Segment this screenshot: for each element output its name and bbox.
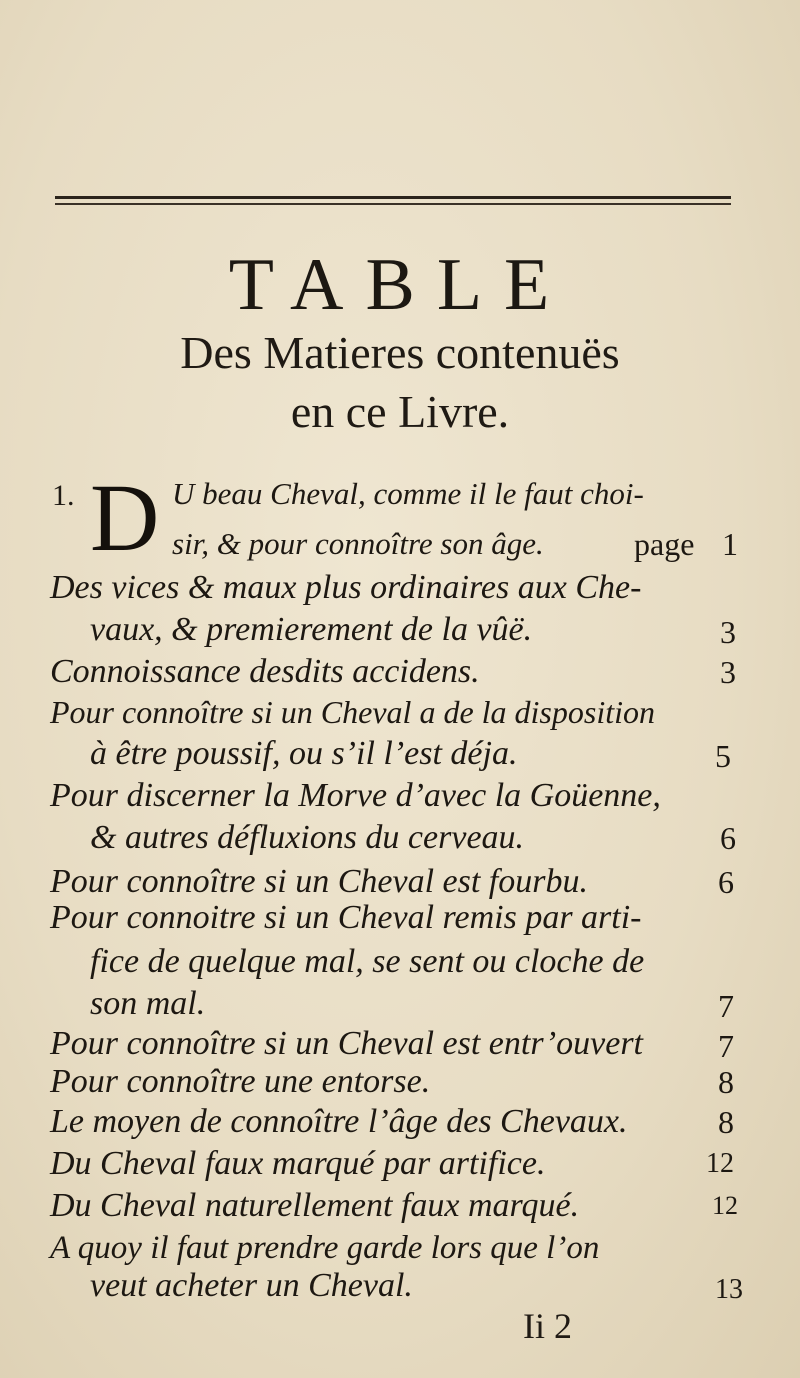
entry-line: Du Cheval faux marqué par artifice. bbox=[50, 1145, 546, 1182]
page-number: 8 bbox=[718, 1104, 734, 1140]
entry-line: Pour connoître si un Cheval est entr’ouvert bbox=[50, 1025, 644, 1062]
page-number: 6 bbox=[720, 820, 736, 856]
page-number: 12 bbox=[706, 1148, 734, 1179]
ornamental-rule bbox=[55, 196, 731, 205]
page-prefix: page bbox=[634, 526, 695, 562]
entry-line: Pour connoître si un Cheval est fourbu. bbox=[50, 863, 588, 900]
entry-line: U beau Cheval, comme il le faut choi- bbox=[172, 476, 644, 511]
page-number: 6 bbox=[718, 864, 734, 900]
entry-line: à être poussif, ou s’il l’est déja. bbox=[90, 735, 518, 772]
entry-line: sir, & pour connoître son âge. bbox=[172, 526, 544, 561]
entry-line: Des vices & maux plus ordinaires aux Che- bbox=[50, 569, 642, 606]
entry-number: 1. bbox=[52, 479, 75, 512]
entry-line: Connoissance desdits accidens. bbox=[50, 653, 480, 690]
page-number: 3 bbox=[720, 614, 736, 650]
entry-line: vaux, & premierement de la vûë. bbox=[90, 611, 533, 648]
entry-line: veut acheter un Cheval. bbox=[90, 1267, 413, 1304]
entry-line: A quoy il faut prendre garde lors que l’on bbox=[50, 1230, 600, 1266]
page-number: 1 bbox=[722, 526, 738, 562]
page-number: 3 bbox=[720, 654, 736, 690]
page-number: 13 bbox=[715, 1274, 743, 1305]
signature-mark: Ii 2 bbox=[523, 1306, 572, 1346]
page-title: TABLE bbox=[228, 244, 572, 326]
page-number: 7 bbox=[718, 1028, 734, 1064]
entry-line: Pour discerner la Morve d’avec la Goüenne, bbox=[50, 777, 661, 814]
entry-line: fice de quelque mal, se sent ou cloche de bbox=[90, 943, 645, 980]
subtitle-line-2: en ce Livre. bbox=[290, 386, 510, 437]
entry-line: Du Cheval naturellement faux marqué. bbox=[50, 1187, 580, 1224]
entry-line: Le moyen de connoître l’âge des Chevaux. bbox=[50, 1103, 628, 1140]
page-number: 5 bbox=[715, 738, 731, 774]
drop-cap: D bbox=[90, 464, 160, 571]
page-number: 8 bbox=[718, 1064, 734, 1100]
page-number: 12 bbox=[712, 1191, 738, 1220]
subtitle-line-1: Des Matieres contenuës bbox=[180, 327, 620, 378]
entry-line: Pour connoître une entorse. bbox=[50, 1063, 431, 1100]
entry-line: Pour connoître si un Cheval a de la disposition bbox=[50, 694, 655, 730]
entry-line: & autres défluxions du cerveau. bbox=[90, 819, 525, 856]
entry-line: son mal. bbox=[90, 985, 206, 1022]
entry-line: Pour connoitre si un Cheval remis par arti- bbox=[50, 899, 642, 936]
page-number: 7 bbox=[718, 988, 734, 1024]
